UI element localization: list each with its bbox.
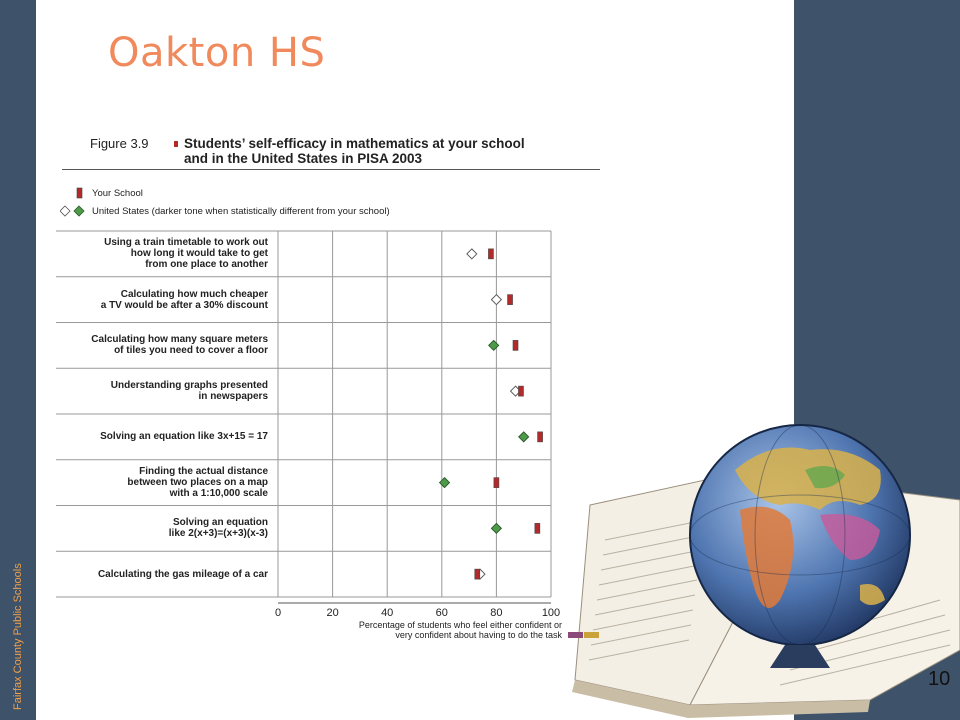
color-swatch-gold [584,632,599,638]
legend-your-school-label: Your School [92,187,143,199]
x-tick-label: 100 [541,607,561,619]
x-axis-title-line2: very confident about having to do the task [395,630,562,640]
figure-title-line1: Students’ self-efficacy in mathematics at your school [184,136,525,151]
category-label: Using a train timetable to work out how long it would take to get from one place to another [104,237,268,271]
x-tick-label: 60 [435,607,448,619]
side-label: Fairfax County Public Schools [12,563,24,710]
category-label: Solving an equation like 2(x+3)=(x+3)(x-3) [168,517,268,540]
x-tick-label: 80 [490,607,503,619]
category-label: Calculating how many square meters of tiles you need to cover a floor [91,334,268,357]
page-number: 10 [928,668,951,690]
category-label: Calculating how much cheaper a TV would be after a 30% discount [100,288,268,311]
category-label: Calculating the gas mileage of a car [97,568,268,580]
slide-title: Oakton HS [108,30,326,76]
x-tick-label: 20 [326,607,339,619]
x-axis-title-line1: Percentage of students who feel either confident or [358,620,562,630]
figure-number: Figure 3.9 [90,136,149,151]
figure-title-line2: and in the United States in PISA 2003 [184,151,423,166]
legend-us-label: United States (darker tone when statistically different from your school) [92,205,390,217]
x-tick-label: 0 [274,607,282,619]
x-tick-label: 40 [381,607,394,619]
category-label: Finding the actual distance between two places on a map with a 1:10,000 scale [127,466,268,500]
category-label: Understanding graphs presented in newspapers [110,380,268,403]
category-label: Solving an equation like 3x+15 = 17 [100,431,268,443]
color-swatch-purple [568,632,583,638]
